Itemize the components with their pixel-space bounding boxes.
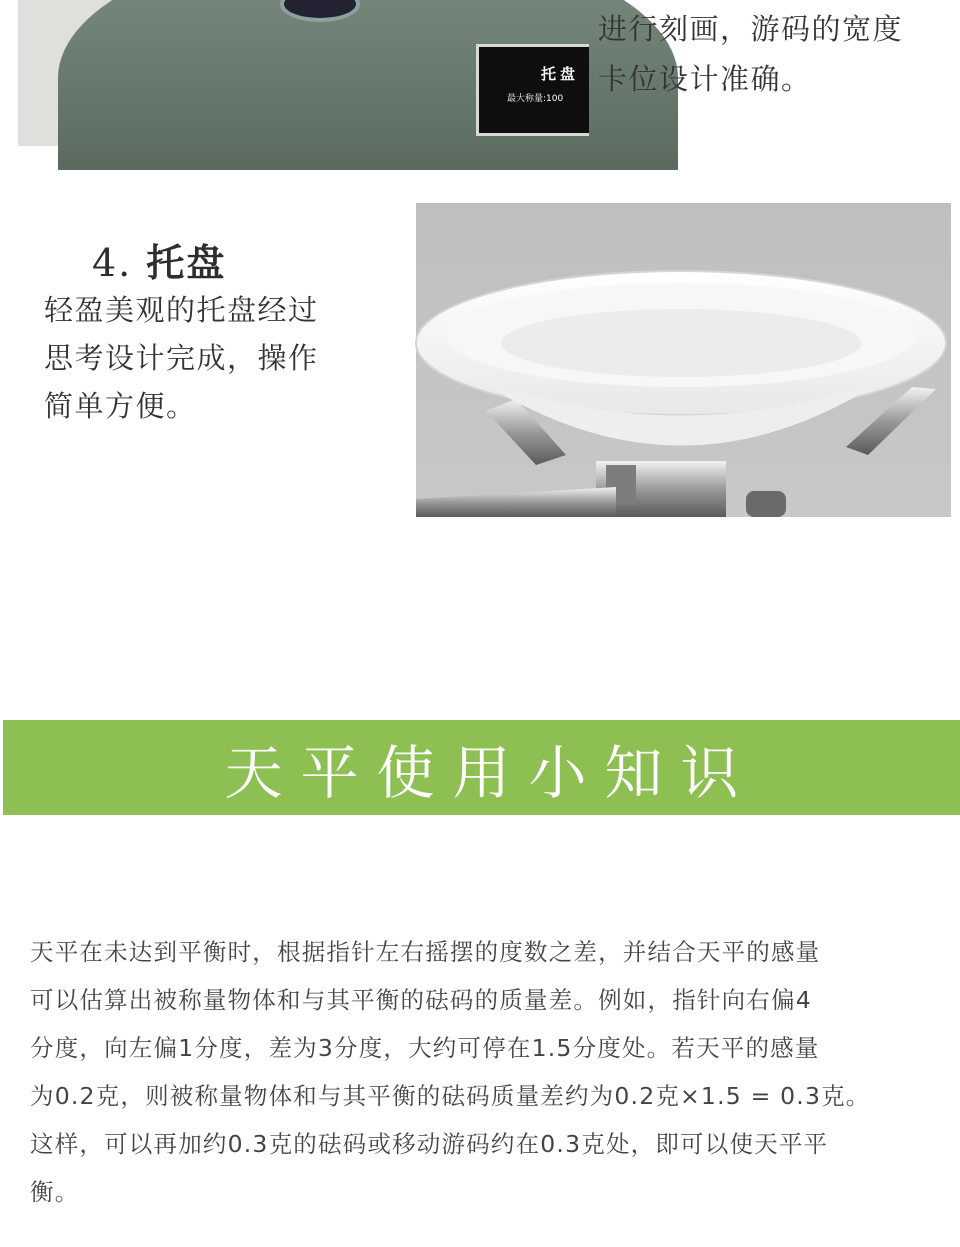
vernier-description [598,4,948,104]
knowledge-paragraph [30,928,935,1216]
tray-illustration [416,203,951,517]
label-plate [476,44,589,136]
knowledge-line: 衡。 [30,1178,80,1206]
balance-base-photo [18,0,580,146]
plate-subtitle: 最大称量:100 [507,94,564,104]
knowledge-banner [3,720,960,815]
tray-section-heading [92,232,226,287]
tray-description-line: 轻盈美观的托盘经过 [44,293,319,327]
banner-title: 天平使用小知识 [224,738,757,807]
knowledge-line: 为0.2克，则被称量物体和与其平衡的砝码质量差约为0.2克×1.5 = 0.3克。 [30,1082,871,1110]
vernier-description-line: 进行刻画，游码的宽度 [598,12,904,46]
section-number: 4. [92,241,133,285]
tray-description-line: 简单方便。 [44,389,197,423]
knowledge-line: 天平在未达到平衡时，根据指针左右摇摆的度数之差，并结合天平的感量 [30,938,821,966]
tray-description-line: 思考设计完成，操作 [44,341,319,375]
knowledge-line: 这样，可以再加约0.3克的砝码或移动游码约在0.3克处，即可以使天平平 [30,1130,829,1158]
plate-title: 托盘 [541,65,580,83]
knowledge-line: 分度，向左偏1分度，差为3分度，大约可停在1.5分度处。若天平的感量 [30,1034,820,1062]
tray-photo [416,203,951,517]
section-title: 托盘 [146,241,227,285]
knowledge-line: 可以估算出被称量物体和与其平衡的砝码的质量差。例如，指针向右偏4 [30,986,812,1014]
vernier-description-line: 卡位设计准确。 [598,62,812,96]
tray-description [44,286,374,430]
